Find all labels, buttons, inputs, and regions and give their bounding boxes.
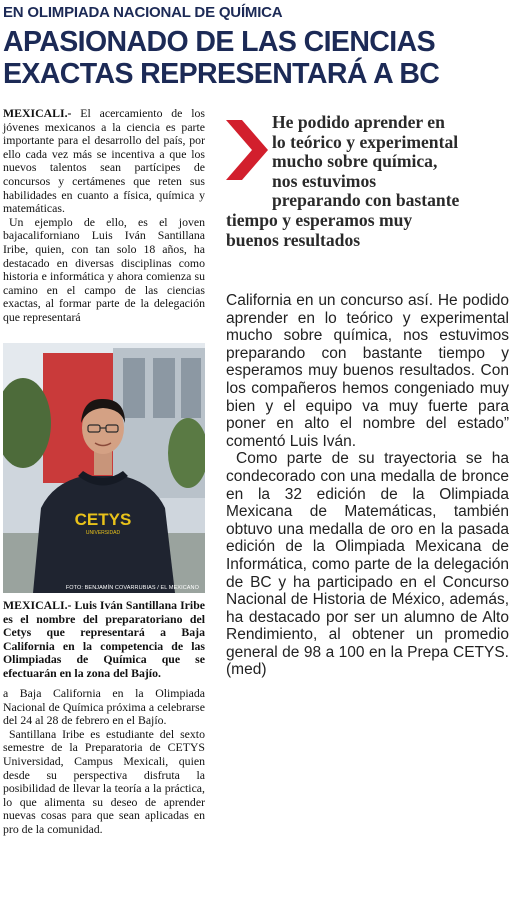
shirt-logo-text: CETYS: [74, 510, 132, 529]
paragraph-3: a Baja California en la Olimpiada Nacional de Química próxima a celebrarse del 24 al 28 de febrero en el Bajío.: [3, 686, 205, 728]
left-column-top: [3, 107, 205, 325]
left-column-bottom: [3, 687, 205, 837]
photo-caption: [3, 599, 205, 681]
paragraph-2: Un ejemplo de ello, es el joven bajacaliforniano Luis Iván Santillana Iribe, quien, con tan solo 18 años, ha destacado en diversas disciplinas como historia e informática y ahora comienza su camino en el campo de las ciencias exactas, al formar parte de la delegación que representará: [3, 214, 205, 324]
caption-paragraph: [3, 599, 205, 681]
right-column: [226, 292, 509, 679]
photo-illustration: [3, 343, 205, 593]
section-kicker: EN OLIMPIADA NACIONAL DE QUÍMICA: [3, 4, 283, 21]
quote-line: He podido aprender en: [272, 112, 445, 132]
quote-line: buenos resultados: [226, 229, 361, 250]
paragraph-1: [3, 107, 205, 216]
caption-text: Luis Iván Santillana Iribe es el nombre del preparatoriano del Cetys que representará a Baja California en la competencia de las Olimpiadas de Química que se efectuarán en la zona del Bajío.: [3, 598, 205, 680]
pull-quote-text: [226, 113, 516, 250]
headline-line-1: APASIONADO DE LAS CIENCIAS: [3, 26, 435, 58]
quote-line: lo teórico y experimental: [272, 131, 459, 152]
quote-line: mucho sobre química,: [272, 151, 438, 172]
right-paragraph-2: Como parte de su trayectoria se ha condecorado con una medalla de bronce en la 32 edición de la Olimpiada Mexicana de Matemáticas, también obtuvo una medalla de oro en la pasada edición de la Olimpiada Mexicana de Informática, como parte de la delegación de BC y ha participado en el Concurso Nacional de Historia de México, además, ha destacado por ser un alumno de Alto Rendimiento, al obtener un promedio general de 98 a 100 en la Prepa CETYS. (med): [226, 450, 509, 679]
quote-line: preparando con bastante: [272, 190, 460, 211]
quote-line: nos estuvimos: [272, 170, 377, 191]
paragraph-1-text: El acercamiento de los jóvenes mexicanos a la ciencia es parte importante para el desarrollo del país, por ello cada vez más se incentiva a que los nuevos talentos sean partícipes de concursos y certámenes que reten sus habilidades en cuanto a física, química y matemáticas.: [3, 106, 205, 216]
paragraph-4: Santillana Iribe es estudiante del sexto semestre de la Preparatoria de CETYS Universidad, Campus Mexicali, quien desde su perspectiva disfruta la posibilidad de llevar la teoría a la práctica, lo que alimenta su deseo de aprender nuevas cosas para que sean aplicadas en pro de la comunidad.: [3, 726, 205, 836]
caption-dateline: MEXICALI.-: [3, 598, 72, 612]
headline-line-2: EXACTAS REPRESENTARÁ A BC: [3, 58, 440, 90]
quote-line: tiempo y esperamos muy: [226, 209, 413, 230]
dateline: MEXICALI.-: [3, 106, 72, 120]
right-paragraph-1: California en un concurso así. He podido aprender en lo teórico y experimental mucho sobre química, nos estuvimos preparando con bastante tiempo y esperamos muy buenos resultados. Con los compañeros hemos congeniado muy bien y el equipo va muy fuerte para poner en alto el nombre del estado” comentó Luis Iván.: [226, 292, 509, 450]
article-headline: [3, 26, 515, 90]
student-photo: [3, 343, 205, 593]
photo-credit: FOTO: BENJAMÍN COVARRUBIAS / EL MEXICANO: [65, 585, 199, 591]
shirt-logo-subtext: UNIVERSIDAD: [85, 530, 121, 536]
